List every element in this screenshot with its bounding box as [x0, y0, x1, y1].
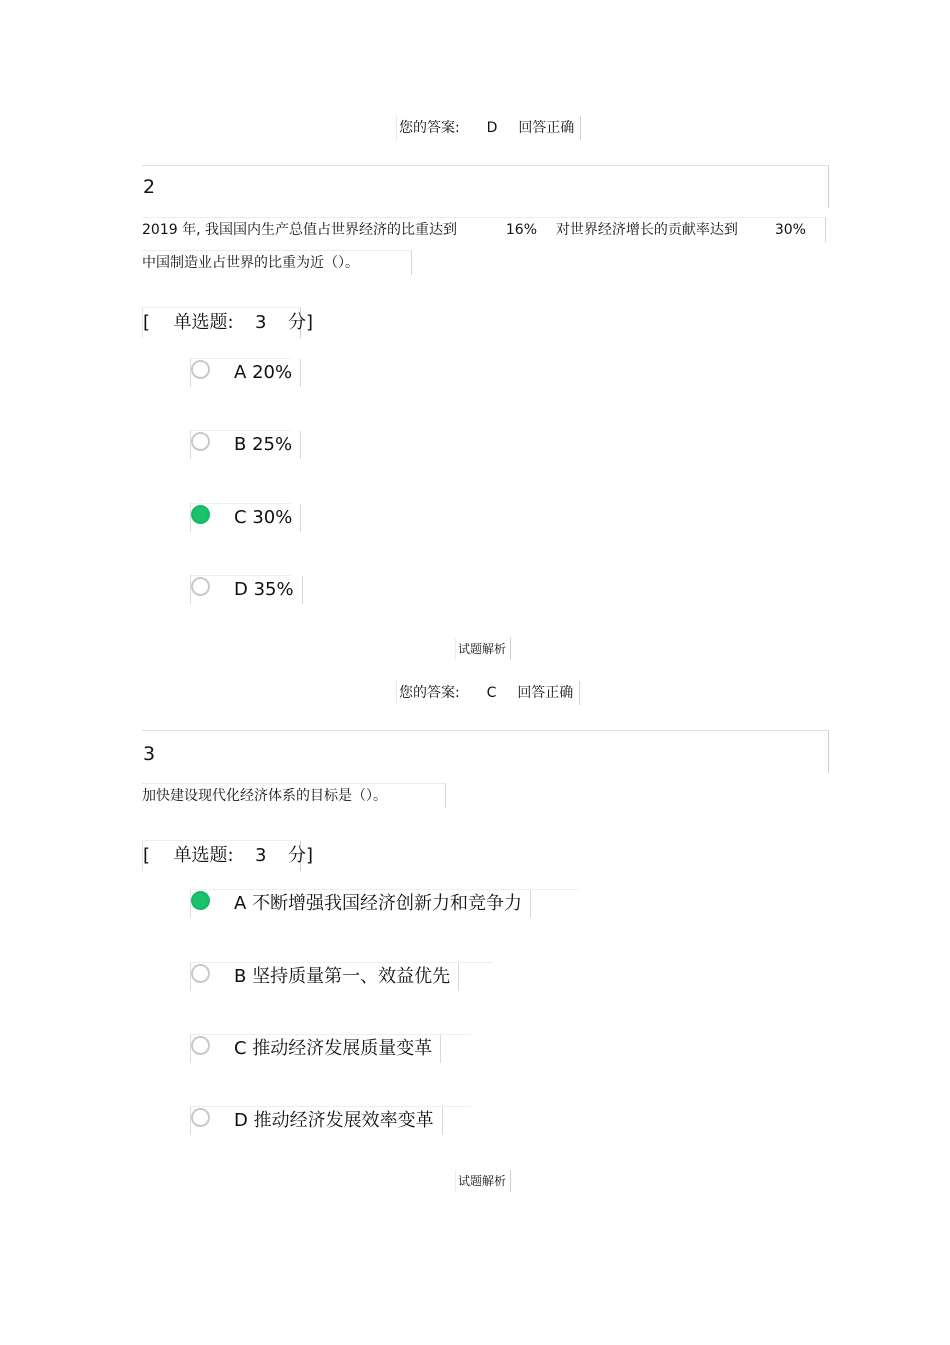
q3-option-d[interactable]: [190, 1106, 471, 1135]
answer-prefix: 您的答案:: [399, 120, 460, 136]
q2-analysis-link[interactable]: 试题解析: [455, 638, 511, 660]
bracket: [: [143, 845, 151, 866]
question-text: 2019 年, 我国国内生产总值占世界经济的比重达到: [142, 222, 457, 238]
option-label: B 坚持质量第一、效益优先: [234, 963, 459, 991]
q2-answer-line: [396, 681, 580, 705]
option-label: B 25%: [234, 431, 301, 459]
q2-option-c[interactable]: [190, 503, 291, 532]
radio-unchecked-icon[interactable]: [191, 1108, 210, 1127]
q2-option-b[interactable]: [190, 430, 291, 459]
radio-checked-icon[interactable]: [191, 891, 210, 910]
type-score: 3: [255, 312, 267, 333]
q2-option-d[interactable]: [190, 575, 294, 604]
option-label: D 推动经济发展效率变革: [234, 1107, 443, 1135]
q1-answer-line: [396, 116, 581, 140]
option-label: A 不断增强我国经济创新力和竞争力: [234, 890, 531, 918]
question-text-value: 30%: [774, 222, 806, 238]
question-text: 对世界经济增长的贡献率达到: [555, 222, 738, 238]
type-score: 3: [255, 845, 267, 866]
type-label: 单选题:: [173, 845, 234, 866]
radio-unchecked-icon[interactable]: [191, 964, 210, 983]
bracket: [: [143, 312, 151, 333]
q2-option-a[interactable]: [190, 358, 291, 387]
q2-question-type: [142, 307, 313, 338]
option-label: D 35%: [234, 576, 303, 604]
q2-header-box: [142, 165, 829, 208]
radio-checked-icon[interactable]: [191, 505, 210, 524]
q2-text-line2: 中国制造业占世界的比重为近（）。: [142, 250, 412, 275]
q2-text-line1: [142, 217, 826, 242]
radio-unchecked-icon[interactable]: [191, 432, 210, 451]
option-label: A 20%: [234, 359, 301, 387]
answer-value: C: [486, 685, 497, 701]
option-label: C 30%: [234, 504, 301, 532]
type-unit: 分]: [287, 312, 313, 333]
q3-header-box: [142, 730, 829, 773]
question-number: 2: [143, 176, 156, 198]
q3-option-c[interactable]: [190, 1034, 471, 1063]
type-label: 单选题:: [173, 312, 234, 333]
q3-text: 加快建设现代化经济体系的目标是（）。: [142, 783, 446, 808]
type-unit: 分]: [287, 845, 313, 866]
radio-unchecked-icon[interactable]: [191, 1036, 210, 1055]
option-label: C 推动经济发展质量变革: [234, 1035, 441, 1063]
question-number: 3: [143, 743, 156, 765]
question-text-value: 16%: [505, 222, 538, 238]
q3-question-type: [142, 840, 313, 871]
radio-unchecked-icon[interactable]: [191, 577, 210, 596]
radio-unchecked-icon[interactable]: [191, 360, 210, 379]
answer-prefix: 您的答案:: [399, 685, 460, 701]
q3-analysis-link[interactable]: 试题解析: [455, 1170, 511, 1192]
answer-status: 回答正确: [517, 685, 574, 701]
answer-value: D: [486, 120, 498, 136]
q3-option-b[interactable]: [190, 962, 493, 991]
answer-status: 回答正确: [518, 120, 575, 136]
q3-option-a[interactable]: [190, 889, 579, 918]
